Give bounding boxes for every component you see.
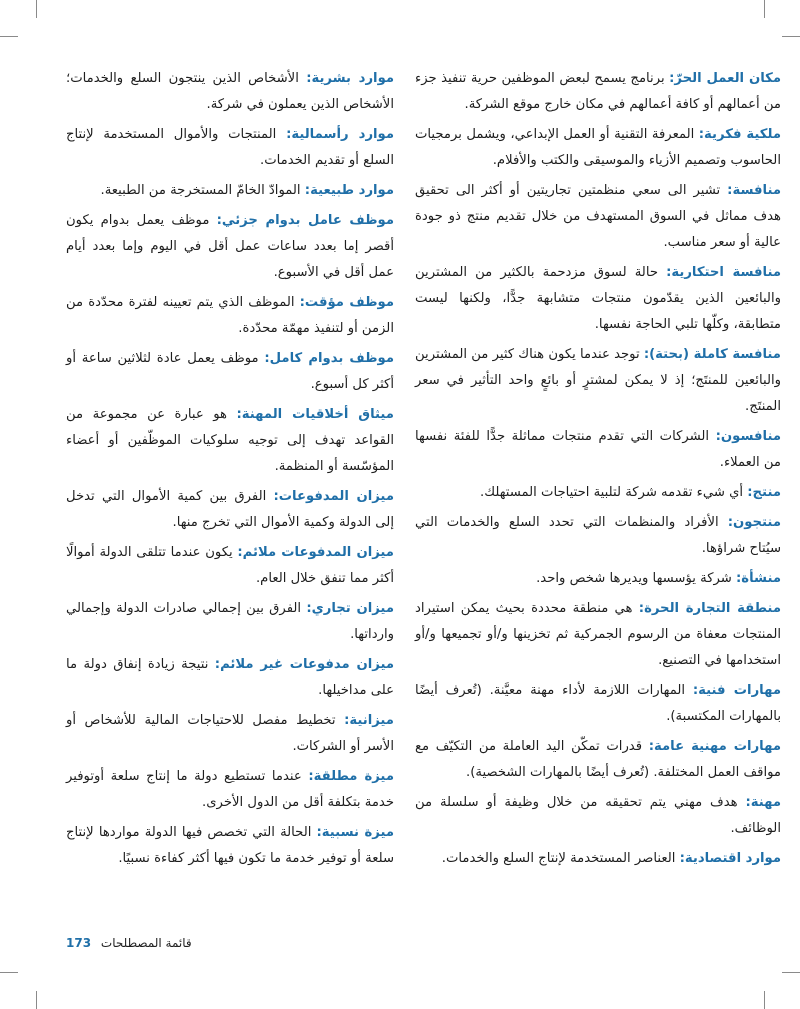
glossary-entry: [66, 66, 394, 118]
glossary-term: ميزانية:: [344, 713, 394, 728]
glossary-entry: [415, 66, 781, 118]
glossary-entry: [66, 596, 394, 648]
glossary-definition: المنتجات والأموال المستخدمة لإنتاج السلع أو تقديم الخدمات.: [66, 127, 394, 168]
glossary-term: ميزة مطلقة:: [308, 769, 394, 784]
glossary-entry: [66, 708, 394, 760]
glossary-entry: [66, 652, 394, 704]
crop-mark-left-top: [0, 36, 18, 37]
glossary-term: منافسة:: [727, 183, 781, 198]
glossary-term: منتجون:: [727, 515, 781, 530]
crop-mark-left-bottom: [0, 972, 18, 973]
glossary-definition: الفرق بين كمية الأموال التي تدخل إلى الدولة وكمية الأموال التي تخرج منها.: [66, 489, 394, 530]
glossary-term: ميزان المدفوعات ملائم:: [237, 545, 394, 560]
glossary-term: ميزان تجاري:: [306, 601, 394, 616]
glossary-definition: الحالة التي تخصص فيها الدولة مواردها لإنتاج سلعة أو توفير خدمة ما تكون فيها أكثر كفاءة نسبيًا.: [66, 825, 394, 866]
glossary-term: موارد بشرية:: [306, 71, 394, 86]
glossary-definition: الأفراد والمنظمات التي تحدد السلع والخدمات التي سيُتاح شراؤها.: [415, 515, 781, 556]
glossary-entry: [415, 596, 781, 674]
footer-section-title: قائمة المصطلحات: [100, 936, 192, 950]
glossary-definition: موظف يعمل بدوام يكون أقصر إما بعدد ساعات عمل أقل في اليوم وإما بعدد أيام عمل أقل في الأسبوع.: [66, 213, 394, 280]
glossary-term: منافسون:: [715, 429, 781, 444]
glossary-term: منافسة احتكارية:: [666, 265, 781, 280]
glossary-term: منتج:: [747, 485, 781, 500]
glossary-entry: [415, 178, 781, 256]
glossary-definition: تخطيط مفصل للاحتياجات المالية للأشخاص أو الأسر أو الشركات.: [66, 713, 394, 754]
glossary-entry: [415, 510, 781, 562]
glossary-entry: [66, 208, 394, 286]
glossary-definition: حالة لسوق مزدحمة بالكثير من المشترين والبائعين الذين يقدّمون منتجات متشابهة جدًّا، ولكنها ليست متطابقة، وكلّها تلبي الحاجة نفسها.: [415, 265, 781, 332]
crop-mark-right-top: [782, 36, 800, 37]
glossary-term: مهنة:: [745, 795, 781, 810]
glossary-entry: [415, 846, 781, 872]
crop-mark-top-right: [764, 0, 765, 18]
glossary-definition: شركة يؤسسها ويديرها شخص واحد.: [536, 571, 732, 586]
crop-mark-bottom-left: [36, 991, 37, 1009]
glossary-entry: [415, 678, 781, 730]
glossary-term: مكان العمل الحرّ:: [669, 71, 781, 86]
glossary-definition: هدف مهني يتم تحقيقه من خلال وظيفة أو سلسلة من الوظائف.: [415, 795, 781, 836]
glossary-entry: [66, 290, 394, 342]
glossary-term: منشأة:: [736, 571, 781, 586]
glossary-definition: العناصر المستخدمة لإنتاج السلع والخدمات.: [441, 851, 676, 866]
glossary-entry: [415, 424, 781, 476]
page-number: 173: [66, 936, 92, 950]
glossary-term: مهارات فنية:: [692, 683, 781, 698]
glossary-entry: [415, 122, 781, 174]
glossary-definition: نتيجة زيادة إنفاق دولة ما على مداخيلها.: [66, 657, 394, 698]
glossary-entry: [66, 820, 394, 872]
glossary-column-right: [415, 66, 781, 876]
glossary-term: منطقة التجارة الحرة:: [638, 601, 781, 616]
glossary-term: ميثاق أخلاقيات المهنة:: [236, 407, 394, 422]
glossary-definition: توجد عندما يكون هناك كثير من المشترين والبائعين للمنتَج؛ إذ لا يمكن لمشترٍ أو بائعٍ واحد التأثير في سعر المنتَج.: [415, 347, 781, 414]
glossary-column-left: [66, 66, 394, 876]
glossary-term: موارد رأسمالية:: [286, 127, 394, 142]
glossary-term: منافسة كاملة (بحتة):: [643, 347, 781, 362]
glossary-term: مهارات مهنية عامة:: [648, 739, 781, 754]
crop-mark-bottom-right: [764, 991, 765, 1009]
page-footer: [66, 936, 192, 950]
glossary-term: موظف عامل بدوام جزئي:: [216, 213, 394, 228]
glossary-definition: الفرق بين إجمالي صادرات الدولة وإجمالي وارداتها.: [66, 601, 394, 642]
glossary-entry: [66, 764, 394, 816]
glossary-entry: [66, 178, 394, 204]
glossary-definition: المعرفة التقنية أو العمل الإبداعي، ويشمل برمجيات الحاسوب وتصميم الأزياء والموسيقى والكتب والأفلام.: [415, 127, 781, 168]
glossary-definition: يكون عندما تتلقى الدولة أموالًا أكثر مما تنفق خلال العام.: [66, 545, 394, 586]
glossary-definition: الموظف الذي يتم تعيينه لفترة محدّدة من الزمن أو لتنفيذ مهمّة محدّدة.: [66, 295, 394, 336]
glossary-entry: [66, 540, 394, 592]
glossary-term: موظف بدوام كامل:: [264, 351, 394, 366]
glossary-definition: الموادّ الخامّ المستخرجة من الطبيعة.: [100, 183, 301, 198]
glossary-term: موظف مؤقت:: [299, 295, 394, 310]
glossary-definition: الشركات التي تقدم منتجات مماثلة جدًّا للفئة نفسها من العملاء.: [415, 429, 781, 470]
glossary-entry: [66, 122, 394, 174]
glossary-entry: [66, 402, 394, 480]
glossary-definition: تشير الى سعي منظمتين تجاريتين أو أكثر الى تحقيق هدف مماثل في السوق المستهدف من خلال تقديم منتج ذو جودة عالية أو سعر مناسب.: [415, 183, 781, 250]
glossary-term: ملكية فكرية:: [698, 127, 781, 142]
glossary-entry: [415, 566, 781, 592]
crop-mark-top-left: [36, 0, 37, 18]
glossary-definition: هو عبارة عن مجموعة من القواعد تهدف إلى توجيه سلوكيات الموظّفين أو أعضاء المؤسّسة أو المنظمة.: [66, 407, 394, 474]
glossary-term: موارد اقتصادية:: [679, 851, 781, 866]
glossary-term: ميزان مدفوعات غير ملائم:: [214, 657, 394, 672]
glossary-definition: المهارات اللازمة لأداء مهنة معيَّنة. (تُعرف أيضًا بالمهارات المكتسبة).: [415, 683, 781, 724]
glossary-definition: أي شيء تقدمه شركة لتلبية احتياجات المستهلك.: [480, 485, 744, 500]
glossary-definition: عندما تستطيع دولة ما إنتاج سلعة أوتوفير خدمة بتكلفة أقل من الدول الأخرى.: [66, 769, 394, 810]
glossary-definition: موظف يعمل عادة لثلاثين ساعة أو أكثر كل أسبوع.: [66, 351, 394, 392]
glossary-entry: [415, 260, 781, 338]
glossary-entry: [415, 480, 781, 506]
glossary-entry: [415, 342, 781, 420]
glossary-term: ميزة نسبية:: [316, 825, 395, 840]
glossary-entry: [415, 734, 781, 786]
crop-mark-right-bottom: [782, 972, 800, 973]
glossary-entry: [66, 484, 394, 536]
glossary-definition: هي منطقة محددة بحيث يمكن استيراد المنتجات معفاة من الرسوم الجمركية ثم تخزينها و/أو تجميعها و/أو استخدامها في التصنيع.: [415, 601, 781, 668]
glossary-term: ميزان المدفوعات:: [273, 489, 394, 504]
glossary-entry: [415, 790, 781, 842]
glossary-definition: قدرات تمكّن اليد العاملة من التكيّف مع مواقف العمل المختلفة. (تُعرف أيضًا بالمهارات الشخصية).: [415, 739, 781, 780]
glossary-entry: [66, 346, 394, 398]
glossary-definition: الأشخاص الذين ينتجون السلع والخدمات؛ الأشخاص الذين يعملون في شركة.: [66, 71, 394, 112]
glossary-term: موارد طبيعية:: [304, 183, 394, 198]
glossary-definition: برنامج يسمح لبعض الموظفين حرية تنفيذ جزء من أعمالهم أو كافة أعمالهم في مكان خارج موقع الشركة.: [415, 71, 781, 112]
